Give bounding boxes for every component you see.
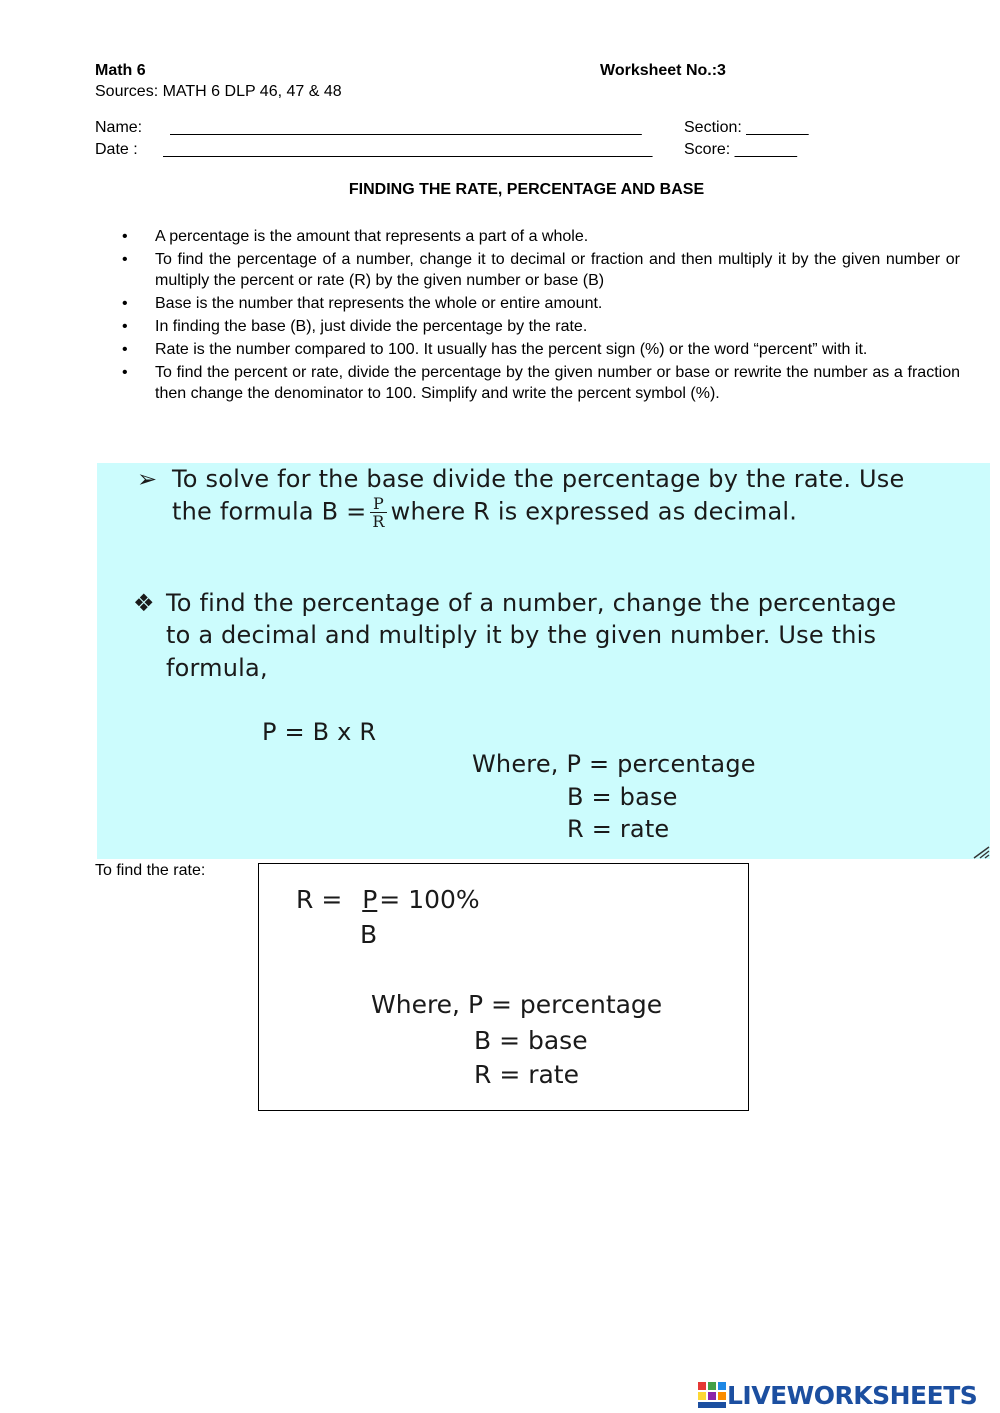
liveworksheets-logo-icon xyxy=(697,1380,727,1410)
bullet-item xyxy=(122,362,960,404)
liveworksheets-brand-name: LIVEWORKSHEETS xyxy=(727,1380,978,1410)
percentage-rule-line3: formula, xyxy=(166,654,268,682)
base-fraction xyxy=(370,495,386,530)
rate-where-rate: R = rate xyxy=(474,1060,579,1089)
where-percentage: Where, P = percentage xyxy=(472,750,756,778)
bullet-item xyxy=(122,249,960,291)
resize-corner-icon xyxy=(970,845,990,859)
fraction-denominator: R xyxy=(372,512,385,531)
formula-panel xyxy=(97,463,990,859)
rate-formula-p: P xyxy=(362,885,378,914)
rate-label: To find the rate: xyxy=(95,862,206,879)
rate-formula-box xyxy=(258,863,749,1111)
rate-formula xyxy=(296,885,480,914)
rate-formula-b: B xyxy=(360,920,378,949)
bullet-item xyxy=(122,316,960,337)
worksheet-title: FINDING THE RATE, PERCENTAGE AND BASE xyxy=(348,181,705,198)
bullet-item xyxy=(122,339,960,360)
sources-text: Sources: MATH 6 DLP 46, 47 & 48 xyxy=(95,83,342,100)
name-field[interactable]: _____________________________________________________ xyxy=(170,119,642,136)
arrow-icon: ➢ xyxy=(137,465,158,493)
rate-formula-rest: = 100% xyxy=(379,885,480,914)
section-field[interactable]: Section: _______ xyxy=(684,119,809,136)
bullet-text: To find the percent or rate, divide the percentage by the given number or base or rewrite the number as a fraction then change the denominator to 100. Simplify and write the percent symbol (%). xyxy=(155,364,960,402)
worksheet-number: Worksheet No.:3 xyxy=(600,62,726,79)
name-label: Name: xyxy=(95,119,143,136)
bullet-dot-icon: • xyxy=(122,341,128,358)
date-field[interactable]: _______________________________________________________ xyxy=(163,141,653,158)
concept-bullet-list xyxy=(122,226,960,406)
bullet-dot-icon: • xyxy=(122,318,128,335)
bullet-dot-icon: • xyxy=(122,228,128,245)
bullet-text: Base is the number that represents the whole or entire amount. xyxy=(155,295,603,312)
base-rule-text-end: where R is expressed as decimal. xyxy=(390,497,798,526)
rate-where-percentage: Where, P = percentage xyxy=(371,990,663,1019)
bullet-dot-icon: • xyxy=(122,251,128,268)
percentage-rule-line1: To find the percentage of a number, change the percentage xyxy=(166,589,897,617)
score-field[interactable]: Score: _______ xyxy=(684,141,797,158)
bullet-text: To find the percentage of a number, change it to decimal or fraction and then multiply it by the given number or multiply the percent or rate (R) by the given number or base (B) xyxy=(155,251,960,289)
rate-where-base: B = base xyxy=(474,1026,588,1055)
percentage-formula: P = B x R xyxy=(262,718,377,746)
bullet-dot-icon: • xyxy=(122,295,128,312)
diamond-icon: ❖ xyxy=(133,589,155,617)
base-rule-text: the formula B = xyxy=(172,497,367,526)
bullet-item xyxy=(122,226,960,247)
date-label: Date : xyxy=(95,141,138,158)
base-rule-line1: To solve for the base divide the percentage by the rate. Use xyxy=(172,465,905,493)
bullet-dot-icon: • xyxy=(122,364,128,381)
bullet-item xyxy=(122,293,960,314)
liveworksheets-logo xyxy=(697,1378,977,1412)
rate-formula-r: R = xyxy=(296,885,343,914)
bullet-text: A percentage is the amount that represents a part of a whole. xyxy=(155,228,589,245)
bullet-text: Rate is the number compared to 100. It usually has the percent sign (%) or the word “percent” with it. xyxy=(155,341,868,358)
fraction-numerator: P xyxy=(370,495,386,513)
where-rate: R = rate xyxy=(567,815,670,843)
percentage-rule-line2: to a decimal and multiply it by the given number. Use this xyxy=(166,621,877,649)
base-rule-line2 xyxy=(172,495,797,530)
where-base: B = base xyxy=(567,783,678,811)
bullet-text: In finding the base (B), just divide the percentage by the rate. xyxy=(155,318,588,335)
subject-title: Math 6 xyxy=(95,62,146,79)
